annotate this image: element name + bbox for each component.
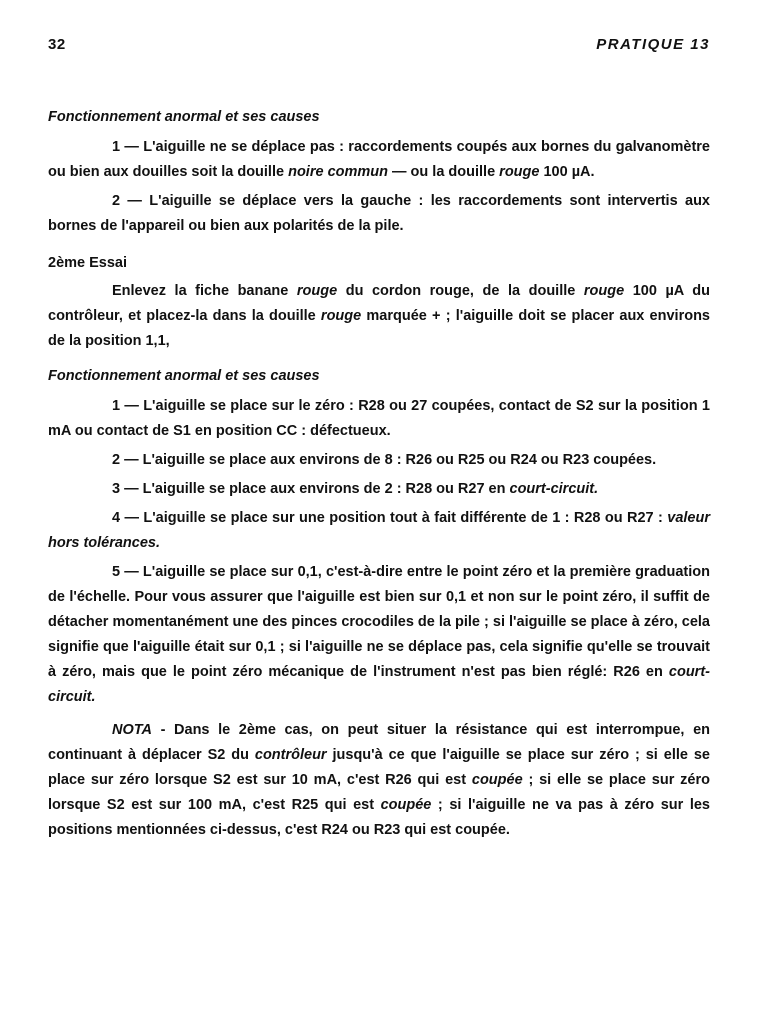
section-heading-anomalies-1: Fonctionnement anormal et ses causes	[48, 109, 320, 125]
nota-label: NOTA	[112, 722, 153, 738]
paragraph-2-4: 4 — L'aiguille se place sur une position tout à fait différente de 1 : R28 ou R27 : valeur hors tolérances.	[48, 510, 710, 551]
nota-paragraph: NOTA - Dans le 2ème cas, on peut situer la résistance qui est interrompue, en continuant à déplacer S2 du contrôleur jusqu'à ce que l'aiguille se place sur zéro ; si elle se place sur zéro lorsque S2 est sur 10 mA, c'est R26 qui est coupée ; si elle se place sur zéro lorsque S2 est sur 100 mA, c'est R25 qui est coupée ; si l'aiguille ne va pas à zéro sur les positions mentionnées ci-dessus, c'est R24 ou R23 qui est coupée.	[48, 722, 710, 838]
paragraph-essai-2: Enlevez la fiche banane rouge du cordon rouge, de la douille rouge 100 µA du contrôleur, et placez-la dans la douille rouge marquée + ; l'aiguille doit se placer aux environs de la position 1,1,	[48, 283, 711, 349]
essai-title: 2ème Essai	[48, 255, 128, 271]
paragraph-1-2: 2 — L'aiguille se déplace vers la gauche : les raccordements sont intervertis aux bornes de l'appareil ou bien aux polarités de la pile.	[48, 193, 710, 234]
paragraph-1-1: 1 — L'aiguille ne se déplace pas : raccordements coupés aux bornes du galvanomètre ou bien aux douilles soit la douille noire commun — ou la douille rouge 100 µA.	[48, 139, 710, 180]
paragraph-2-2: 2 — L'aiguille se place aux environs de 8 : R26 ou R25 ou R24 ou R23 coupées.	[112, 452, 657, 468]
page-number: 32	[48, 36, 66, 53]
paragraph-2-5: 5 — L'aiguille se place sur 0,1, c'est-à-dire entre le point zéro et la première graduation de l'échelle. Pour vous assurer que l'aiguille est bien sur 0,1 et non sur le point zéro, il suffit de détacher momentanément une des pinces crocodiles de la pile ; si l'aiguille se place à zéro, cela signifie que l'aiguille était sur 0,1 ; si l'aiguille ne se déplace pas, cela signifie qu'elle se trouvait à zéro, mais que le point zéro mécanique de l'instrument n'est pas bien réglé: R26 en court-circuit.	[48, 564, 710, 705]
section-heading-anomalies-2: Fonctionnement anormal et ses causes	[48, 368, 320, 384]
running-title: PRATIQUE 13	[596, 36, 710, 53]
document-page	[48, 36, 710, 847]
paragraph-2-3: 3 — L'aiguille se place aux environs de 2 : R28 ou R27 en court-circuit.	[112, 481, 599, 497]
page-header	[48, 36, 710, 53]
paragraph-2-1: 1 — L'aiguille se place sur le zéro : R28 ou 27 coupées, contact de S2 sur la position 1 mA ou contact de S1 en position CC : défectueux.	[48, 398, 710, 439]
